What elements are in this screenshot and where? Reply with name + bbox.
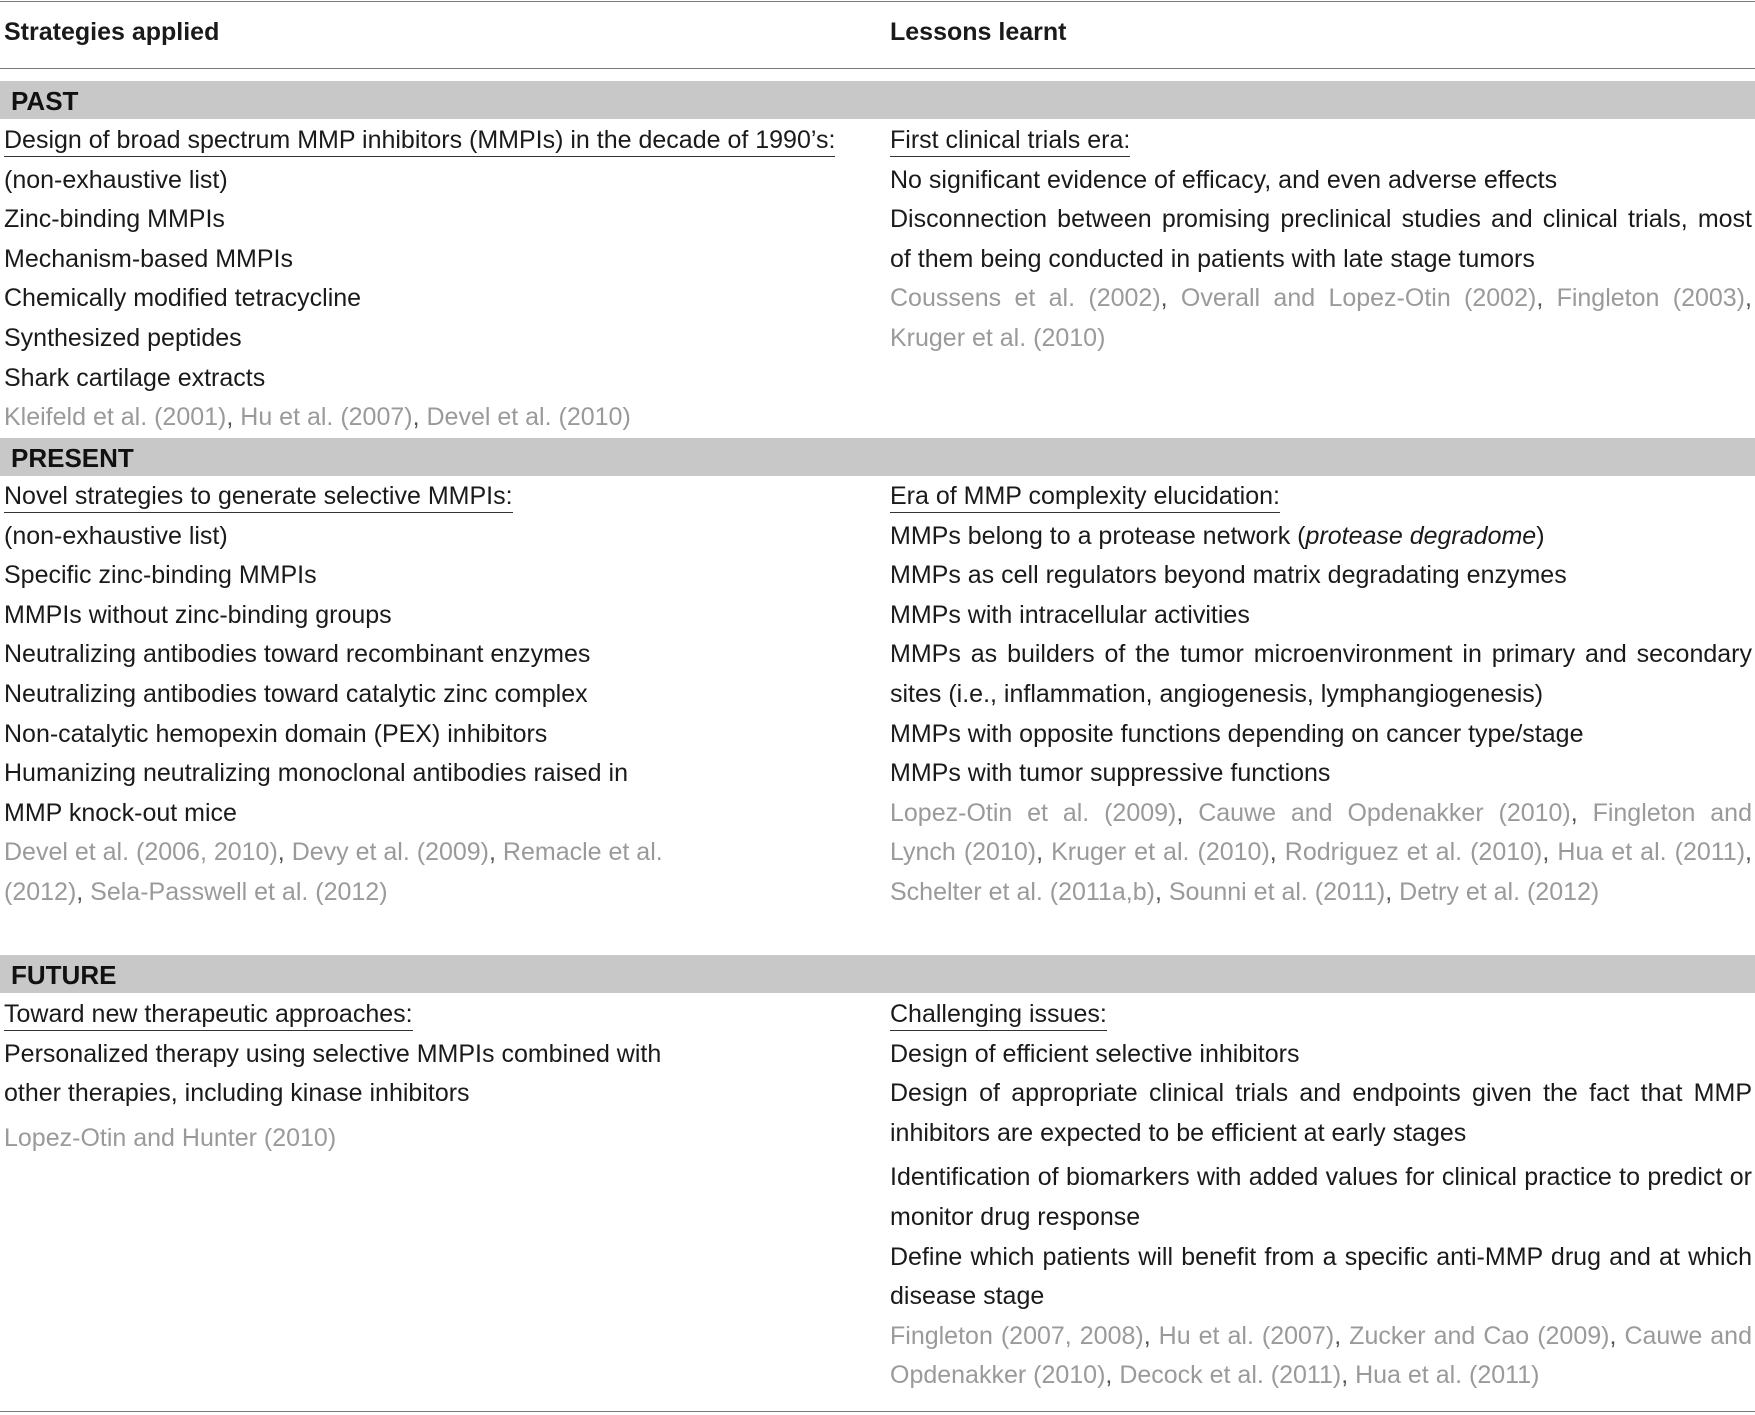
reference[interactable]: Hu et al. (2007) (240, 403, 413, 432)
section-future-label: FUTURE (11, 960, 117, 990)
list-item: Zinc-binding MMPIs (4, 205, 225, 234)
section-present-bar (0, 438, 1755, 476)
past-right-references: Coussens et al. (2002), Overall and Lopez-Otin (2002), Fingleton (2003), Kruger et al. (2010) (890, 284, 1752, 352)
reference[interactable]: Sela-Passwell et al. (2012) (90, 877, 388, 906)
list-item: No significant evidence of efficacy, and even adverse effects (890, 165, 1558, 194)
past-left-title: Design of broad spectrum MMP inhibitors (MMPIs) in the decade of 1990’s: (4, 121, 884, 161)
present-lessons (890, 477, 1752, 913)
list-item: MMPs with opposite functions depending on cancer type/stage (890, 719, 1584, 748)
list-item: MMPIs without zinc-binding groups (4, 600, 392, 629)
reference[interactable]: Lopez-Otin and Hunter (2010) (4, 1123, 337, 1152)
present-right-title: Era of MMP complexity elucidation: (890, 477, 1752, 517)
past-lessons (890, 121, 1752, 359)
section-past-bar (0, 81, 1755, 119)
list-item: (non-exhaustive list) (4, 521, 228, 550)
list-item: MMPs with intracellular activities (890, 600, 1250, 629)
reference[interactable]: Devel et al. (2006, 2010) (4, 838, 278, 867)
list-item: Identification of biomarkers with added values for clinical practice to predict or monitor drug response (890, 1163, 1752, 1231)
list-item: Mechanism-based MMPIs (4, 244, 293, 273)
list-item: Define which patients will benefit from a specific anti-MMP drug and at which disease stage (890, 1242, 1752, 1311)
bottom-rule (0, 1411, 1755, 1412)
present-left-title: Novel strategies to generate selective MMPIs: (4, 477, 884, 517)
future-right-title: Challenging issues: (890, 995, 1752, 1035)
reference[interactable]: Hu et al. (2007) (1158, 1321, 1335, 1350)
reference[interactable]: Decock et al. (2011) (1119, 1361, 1342, 1390)
list-item: MMPs as cell regulators beyond matrix degradating enzymes (890, 561, 1567, 590)
section-past-label: PAST (11, 86, 79, 116)
reference[interactable]: Fingleton and Lynch (2010) (890, 798, 1752, 867)
reference[interactable]: Sounni et al. (2011) (1168, 877, 1386, 906)
reference[interactable]: Hua et al. (2011) (1355, 1361, 1540, 1390)
future-left-title: Toward new therapeutic approaches: (4, 995, 884, 1035)
list-item: Non-catalytic hemopexin domain (PEX) inhibitors (4, 719, 548, 748)
future-lessons (890, 995, 1752, 1396)
reference[interactable]: Lopez-Otin et al. (2009) (890, 798, 1177, 827)
past-left-references: Kleifeld et al. (2001), Hu et al. (2007), Devel et al. (2010) (4, 403, 631, 432)
reference[interactable]: Kleifeld et al. (2001) (4, 403, 227, 432)
past-right-title: First clinical trials era: (890, 121, 1752, 161)
list-item: Design of efficient selective inhibitors (890, 1039, 1300, 1068)
section-future-bar (0, 955, 1755, 993)
reference[interactable]: Detry et al. (2012) (1399, 877, 1600, 906)
header-lessons: Lessons learnt (890, 18, 1067, 46)
reference[interactable]: Overall and Lopez-Otin (2002) (1180, 284, 1537, 313)
present-right-references: Lopez-Otin et al. (2009), Cauwe and Opdenakker (2010), Fingleton and Lynch (2010), Kruger et al. (2010), Rodriguez et al. (2010), Hua et al. (2011), Schelter et al. (2011a,b), Sounni et al. (2011), Detry et al. (2012) (890, 798, 1752, 906)
future-right-references: Fingleton (2007, 2008), Hu et al. (2007), Zucker and Cao (2009), Cauwe and Opdenakker (2010), Decock et al. (2011), Hua et al. (2011) (890, 1321, 1752, 1390)
list-item: (non-exhaustive list) (4, 165, 228, 194)
present-strategies (4, 477, 884, 913)
future-left-references (4, 1119, 884, 1159)
reference[interactable]: Hua et al. (2011) (1557, 838, 1746, 867)
reference[interactable]: Rodriguez et al. (2010) (1284, 838, 1543, 867)
reference[interactable]: Cauwe and Opdenakker (2010) (1198, 798, 1571, 827)
top-rule (0, 1, 1755, 2)
list-item: Synthesized peptides (4, 323, 242, 352)
list-item: Specific zinc-binding MMPIs (4, 561, 317, 590)
list-item: Neutralizing antibodies toward catalytic zinc complex (4, 679, 588, 708)
list-item: MMPs as builders of the tumor microenvironment in primary and secondary sites (i.e., inflammation, angiogenesis, lymphangiogenesis) (890, 640, 1752, 708)
reference[interactable]: Coussens et al. (2002) (890, 284, 1161, 313)
past-strategies (4, 121, 884, 438)
header-rule (0, 68, 1755, 69)
reference[interactable]: Kruger et al. (2010) (890, 323, 1106, 352)
reference[interactable]: Remacle et al. (2012) (4, 838, 663, 906)
list-item: Neutralizing antibodies toward recombinant enzymes (4, 640, 591, 669)
list-item: Personalized therapy using selective MMPIs combined with other therapies, including kinase inhibitors (4, 1039, 662, 1108)
reference[interactable]: Cauwe and Opdenakker (2010) (890, 1321, 1752, 1390)
header-strategies: Strategies applied (4, 18, 220, 46)
list-item: Chemically modified tetracycline (4, 284, 362, 313)
future-strategies (4, 995, 884, 1158)
present-left-references: Devel et al. (2006, 2010), Devy et al. (2009), Remacle et al. (2012), Sela-Passwell et al. (2012) (4, 838, 663, 906)
list-item: Disconnection between promising preclinical studies and clinical trials, most of them being conducted in patients with late stage tumors (890, 205, 1752, 273)
list-item: MMP knock-out mice (4, 798, 237, 827)
section-present-label: PRESENT (11, 443, 134, 473)
reference[interactable]: Schelter et al. (2011a,b) (890, 877, 1155, 906)
reference[interactable]: Fingleton (2007, 2008) (890, 1321, 1144, 1350)
reference[interactable]: Zucker and Cao (2009) (1349, 1321, 1610, 1350)
list-item: MMPs belong to a protease network (protease degradome) (890, 521, 1545, 550)
list-item: MMPs with tumor suppressive functions (890, 759, 1331, 788)
reference[interactable]: Fingleton (2003) (1556, 284, 1746, 313)
reference[interactable]: Devel et al. (2010) (426, 403, 631, 432)
list-item: Design of appropriate clinical trials and endpoints given the fact that MMP inhibitors are expected to be efficient at early stages (890, 1079, 1752, 1147)
list-item: Shark cartilage extracts (4, 363, 266, 392)
list-item: Humanizing neutralizing monoclonal antibodies raised in (4, 759, 628, 788)
reference[interactable]: Kruger et al. (2010) (1051, 838, 1270, 867)
reference[interactable]: Devy et al. (2009) (291, 838, 490, 867)
